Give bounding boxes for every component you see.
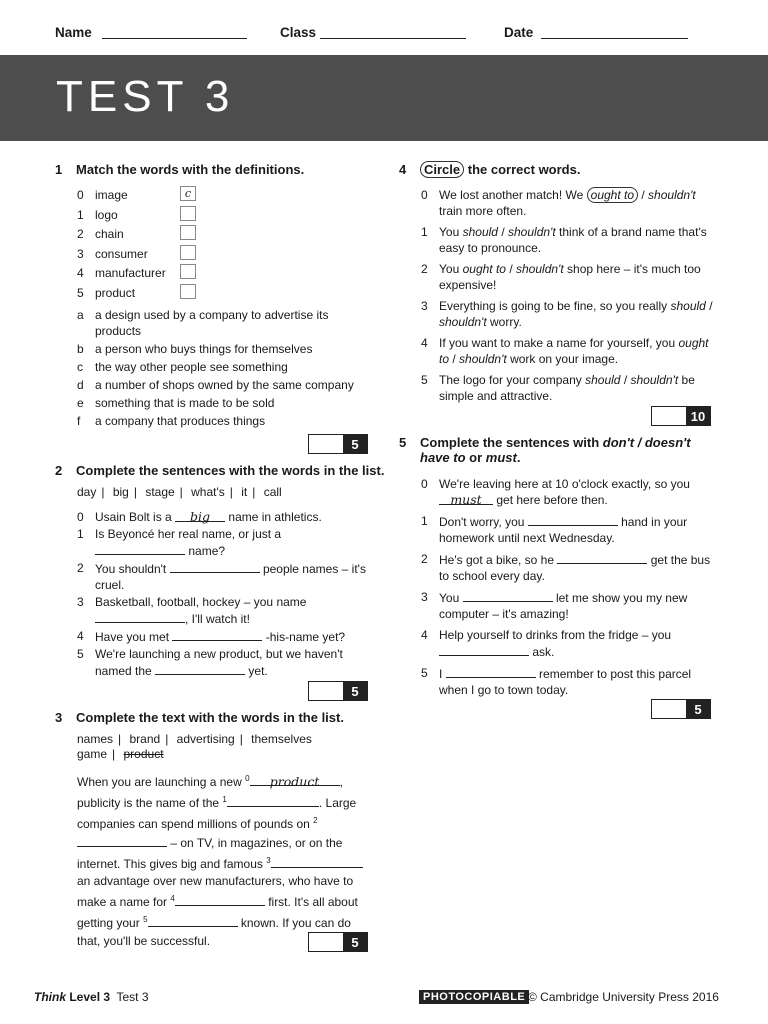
q4-option[interactable]: shouldn't (630, 373, 679, 387)
q1-word-item (77, 207, 377, 227)
q2-item-number: 2 (77, 561, 84, 575)
q5-answer-blank[interactable] (439, 643, 529, 656)
q2-answer-blank[interactable] (155, 662, 245, 675)
q5-item-text: get the bus to school every day. (439, 553, 711, 583)
q4-slash: / (501, 225, 505, 239)
q2-score-input[interactable] (309, 682, 343, 700)
q4-item-text: think of a brand name that's easy to pronounce. (439, 225, 707, 255)
q1-word: manufacturer (95, 266, 166, 281)
q2-item-text: name? (188, 544, 226, 558)
q4-item-text: Everything is going to be fine, so you really (439, 299, 668, 313)
q4-item-text: The logo for your company (439, 373, 582, 387)
q2-item-number: 4 (77, 629, 84, 643)
q5-score-total: 5 (686, 700, 710, 718)
q1-word-number: 4 (77, 266, 84, 281)
q2-heading (55, 463, 385, 478)
q3-text-part: publicity is the name of the (77, 796, 220, 811)
q2-word: what's (191, 485, 225, 499)
q5-item-text: You (439, 591, 460, 605)
q4-option-selected[interactable]: ought to (587, 187, 638, 203)
q2-answer-blank[interactable] (95, 542, 185, 555)
q4-item (421, 335, 716, 367)
q4-instruction: the correct words. (467, 162, 581, 177)
q1-definition (77, 341, 367, 357)
q2-score-box[interactable] (308, 681, 368, 701)
q3-word: advertising (176, 732, 235, 746)
q5-item-text: let me show you my new computer – it's amazing! (439, 591, 688, 621)
q5-item-text: He's got a bike, so he (439, 553, 555, 567)
q3-heading (55, 710, 375, 725)
q5-item (421, 513, 716, 546)
q3-score-box[interactable] (308, 932, 368, 952)
q2-item-text: yet. (248, 664, 268, 678)
q3-instruction: Complete the text with the words in the list. (76, 710, 344, 725)
q4-item-text: be simple and attractive. (439, 373, 695, 403)
q4-slash: / (709, 299, 713, 313)
q1-definitions (77, 307, 367, 431)
q5-answer-example: must (439, 492, 493, 505)
q2-word: it (241, 485, 248, 499)
q5-instruction-emphasis: don't / doesn't have to (420, 435, 691, 465)
q4-option[interactable]: should (462, 225, 498, 239)
q5-instruction: or (469, 450, 483, 465)
definition-text: a design used by a company to advertise its products (95, 308, 329, 338)
q3-text: When you are launching a new $^0$ product , publicity is the name of the $^1$ . Large companies can spend millions of pounds on $^2$ – on TV, in magazines, or on the internet. This gives big and famous $^3$ an advantage over new manufacturers, who have to make a name for $^4$ first. It's all about getting your $^5$ known. If you can do that, you'll be successful. (77, 770, 367, 950)
q5-item (421, 627, 716, 660)
definition-letter: b (77, 342, 84, 356)
q4-option[interactable]: shouldn't (459, 352, 507, 366)
q2-answer-example: big (175, 509, 225, 522)
q1-word-item (77, 285, 377, 305)
q1-word-number: 2 (77, 227, 84, 242)
q4-option[interactable]: ought to (439, 336, 709, 366)
q5-answer-blank[interactable] (528, 513, 618, 526)
q4-option[interactable]: should (670, 299, 706, 313)
q2-answer-blank[interactable] (95, 610, 185, 623)
q1-word: consumer (95, 246, 148, 261)
q1-answer-box[interactable] (180, 206, 196, 221)
q2-item (77, 594, 373, 627)
q1-definition (77, 359, 367, 375)
q2-item (77, 526, 373, 559)
date-field[interactable] (541, 37, 688, 39)
q2-item-number: 3 (77, 595, 84, 609)
q3-word: brand (129, 732, 161, 746)
q4-slash: / (509, 262, 513, 276)
q3-score-total: 5 (343, 933, 367, 951)
q5-item-number: 5 (421, 666, 428, 680)
q1-number: 1 (55, 162, 63, 177)
page-title: TEST 3 (56, 72, 235, 121)
q2-word: call (263, 485, 282, 499)
q1-word: image (95, 188, 128, 202)
q1-score-input[interactable] (309, 435, 343, 453)
q1-word-number: 1 (77, 207, 84, 222)
q4-slash: / (452, 352, 456, 366)
q1-answer-box[interactable] (180, 264, 196, 279)
q1-answer-box[interactable] (180, 186, 196, 201)
q4-item (421, 187, 716, 219)
q4-item-text: You (439, 225, 460, 239)
q4-item-number: 0 (421, 188, 428, 202)
q5-instruction-emphasis: must (485, 450, 517, 465)
definition-text: something that is made to be sold (95, 396, 275, 410)
q3-word: names (77, 732, 114, 746)
q4-item-number: 5 (421, 373, 428, 387)
name-label: Name (55, 25, 92, 40)
q2-number: 2 (55, 463, 63, 478)
q2-item-text: Basketball, football, hockey – you name (95, 595, 307, 609)
q5-item-text: ask. (532, 645, 555, 659)
q1-score-box[interactable] (308, 434, 368, 454)
q2-item (77, 646, 373, 679)
q5-instruction: Complete the sentences with (420, 435, 600, 450)
q3-text-part: – on TV, in magazines, or on the internet. This gives big and famous (77, 835, 343, 871)
q3-word-example: product (123, 747, 164, 761)
footer-book-info (34, 990, 149, 1004)
q5-items (421, 476, 716, 703)
q5-answer-blank[interactable] (463, 589, 553, 602)
q5-item (421, 551, 716, 584)
q1-answer-example: c (184, 187, 192, 200)
q1-definition (77, 395, 367, 411)
q4-item-number: 2 (421, 262, 428, 276)
q4-item (421, 261, 716, 293)
q5-score-box[interactable] (651, 699, 711, 719)
q5-item (421, 476, 716, 508)
q4-number: 4 (399, 162, 407, 177)
q1-score-total: 5 (343, 435, 367, 453)
q4-option[interactable]: shouldn't (439, 315, 487, 329)
q5-item (421, 665, 716, 698)
q2-items (77, 509, 373, 680)
q1-instruction: Match the words with the definitions. (76, 162, 305, 177)
q1-word-item (77, 187, 377, 207)
q2-word: stage (145, 485, 175, 499)
q4-item-number: 1 (421, 225, 428, 239)
q1-word-item (77, 265, 377, 285)
q2-item-number: 1 (77, 527, 84, 541)
q1-definition (77, 377, 367, 393)
q4-score-total: 10 (686, 407, 710, 425)
q2-item-text: Usain Bolt is a (95, 510, 172, 524)
q4-instruction-circle: Circle (420, 161, 464, 178)
q4-slash: / (641, 188, 645, 202)
q4-slash: / (623, 373, 628, 387)
q5-item-number: 3 (421, 590, 428, 604)
q3-answer-blank[interactable] (175, 893, 265, 906)
q4-item-text: If you want to make a name for yourself, you (439, 336, 676, 350)
q2-answer-blank[interactable] (172, 628, 262, 641)
q5-answer-blank[interactable] (446, 665, 536, 678)
q1-answer-box[interactable] (180, 225, 196, 240)
q2-item-text: Is Beyoncé her real name, or just a (95, 527, 282, 541)
q4-item (421, 372, 716, 404)
definition-letter: e (77, 396, 84, 410)
q2-item (77, 560, 373, 593)
q2-score-total: 5 (343, 682, 367, 700)
q3-number: 3 (55, 710, 63, 725)
q2-item-text: -his-name yet? (265, 630, 346, 644)
q2-instruction: Complete the sentences with the words in the list. (76, 463, 385, 478)
q4-item-text: work on your image. (510, 352, 619, 366)
q4-option[interactable]: shouldn't (648, 188, 696, 202)
definition-letter: d (77, 378, 84, 392)
q4-items (421, 187, 716, 409)
q3-text-part: When you are launching a new (77, 775, 242, 789)
definition-text: a company that produces things (95, 414, 266, 428)
q5-item-text: remember to post this parcel when I go to town today. (439, 667, 692, 697)
q3-answer-blank[interactable] (227, 794, 319, 807)
q3-text-part: an advantage over new manufacturers, who have to make a name for (77, 874, 354, 910)
q1-heading (55, 162, 375, 177)
footer-test: Test 3 (116, 990, 149, 1004)
definition-text: a number of shops owned by the same company (95, 378, 354, 392)
q1-word: product (95, 285, 136, 300)
footer-think: Think (34, 990, 66, 1004)
footer-level: Level 3 (69, 990, 111, 1004)
q4-item-number: 3 (421, 299, 428, 313)
q1-answer-box[interactable] (180, 284, 196, 299)
photocopiable-badge: PHOTOCOPIABLE (419, 990, 529, 1004)
q3-word: game (77, 747, 108, 761)
q3-word-list: names | brand | advertising | themselves game | product (77, 732, 312, 761)
class-label: Class (280, 25, 317, 40)
q2-word-list: day | big | stage | what's | it | call (77, 485, 282, 499)
q5-item-number: 0 (421, 477, 428, 491)
q5-score-input[interactable] (652, 700, 686, 718)
q5-item-text: hand in your homework until next Wednesday. (439, 515, 688, 545)
q5-item-text: I (439, 667, 443, 681)
q1-word: logo (95, 207, 118, 222)
q2-item-text: Have you met (95, 630, 170, 644)
q2-item (77, 509, 373, 525)
definition-letter: f (77, 414, 81, 428)
q2-word: day (77, 485, 97, 499)
q4-item-number: 4 (421, 336, 428, 350)
q2-item-text: name in athletics. (228, 510, 322, 524)
q2-item (77, 628, 373, 645)
q4-item-text: train more often. (439, 204, 527, 218)
q4-score-input[interactable] (652, 407, 686, 425)
q2-item-number: 5 (77, 647, 84, 661)
q4-item-text: We lost another match! We (439, 188, 584, 202)
q1-word-number: 0 (77, 188, 84, 202)
q2-item-text: , I'll watch it! (185, 612, 250, 626)
definition-text: a person who buys things for themselves (95, 342, 313, 356)
q1-answer-box[interactable] (180, 245, 196, 260)
q3-answer-blank[interactable] (77, 834, 167, 847)
q4-item-text: You (439, 262, 460, 276)
q2-item-text: You shouldn't (95, 562, 167, 576)
q5-item-number: 2 (421, 552, 428, 566)
q5-item-text: We're leaving here at 10 o'clock exactly, so you (439, 477, 690, 491)
q4-item (421, 298, 716, 330)
q4-heading (399, 162, 719, 177)
q3-text-part: . Large companies can spend millions of pounds on (77, 796, 357, 832)
q1-word-list (77, 187, 377, 305)
q1-word-item (77, 226, 377, 246)
q3-word: themselves (251, 732, 312, 746)
q4-option[interactable]: should (585, 373, 621, 387)
definition-letter: a (77, 308, 84, 322)
q4-score-box[interactable] (651, 406, 711, 426)
q5-item (421, 589, 716, 622)
q3-answer-example: product (250, 773, 340, 786)
q4-item-text: shop here – it's much too expensive! (439, 262, 701, 292)
q5-heading (399, 435, 719, 465)
q5-instruction: . (516, 450, 521, 465)
q4-option[interactable]: ought to (462, 262, 506, 276)
q3-answer-blank[interactable] (148, 914, 238, 927)
q1-word-number: 3 (77, 246, 84, 261)
q4-option[interactable]: shouldn't (516, 262, 564, 276)
q1-definition (77, 413, 367, 429)
q5-item-text: Help yourself to drinks from the fridge – you (439, 628, 672, 642)
q5-item-text: Don't worry, you (439, 515, 525, 529)
q3-text-part: known. If you can do that, you'll be successful. (77, 916, 351, 948)
q5-item-text: get here before then. (496, 493, 608, 507)
q2-word: big (112, 485, 129, 499)
q3-score-input[interactable] (309, 933, 343, 951)
q2-item-text: We're launching a new product, but we haven't named the (95, 647, 343, 678)
q4-item (421, 224, 716, 256)
class-field[interactable] (320, 37, 466, 39)
q1-word: chain (95, 227, 124, 242)
definition-letter: c (77, 360, 83, 374)
q1-word-item (77, 246, 377, 266)
q4-option[interactable]: shouldn't (508, 225, 556, 239)
q2-item-number: 0 (77, 510, 84, 524)
date-label: Date (504, 25, 534, 40)
q5-item-number: 1 (421, 514, 428, 528)
name-field[interactable] (102, 37, 247, 39)
q5-item-number: 4 (421, 628, 428, 642)
q5-number: 5 (399, 435, 407, 450)
definition-text: the way other people see something (95, 360, 288, 374)
q2-item-text: people names – it's cruel. (95, 562, 366, 592)
q2-answer-blank[interactable] (170, 560, 260, 573)
q1-word-number: 5 (77, 285, 84, 300)
copyright-notice: © Cambridge University Press 2016 (528, 990, 719, 1004)
q1-definition (77, 307, 367, 339)
q4-item-text: worry. (490, 315, 522, 329)
q3-answer-blank[interactable] (271, 855, 363, 868)
q3-text-part: first. It's all about getting your (77, 895, 358, 931)
q5-answer-blank[interactable] (557, 551, 647, 564)
